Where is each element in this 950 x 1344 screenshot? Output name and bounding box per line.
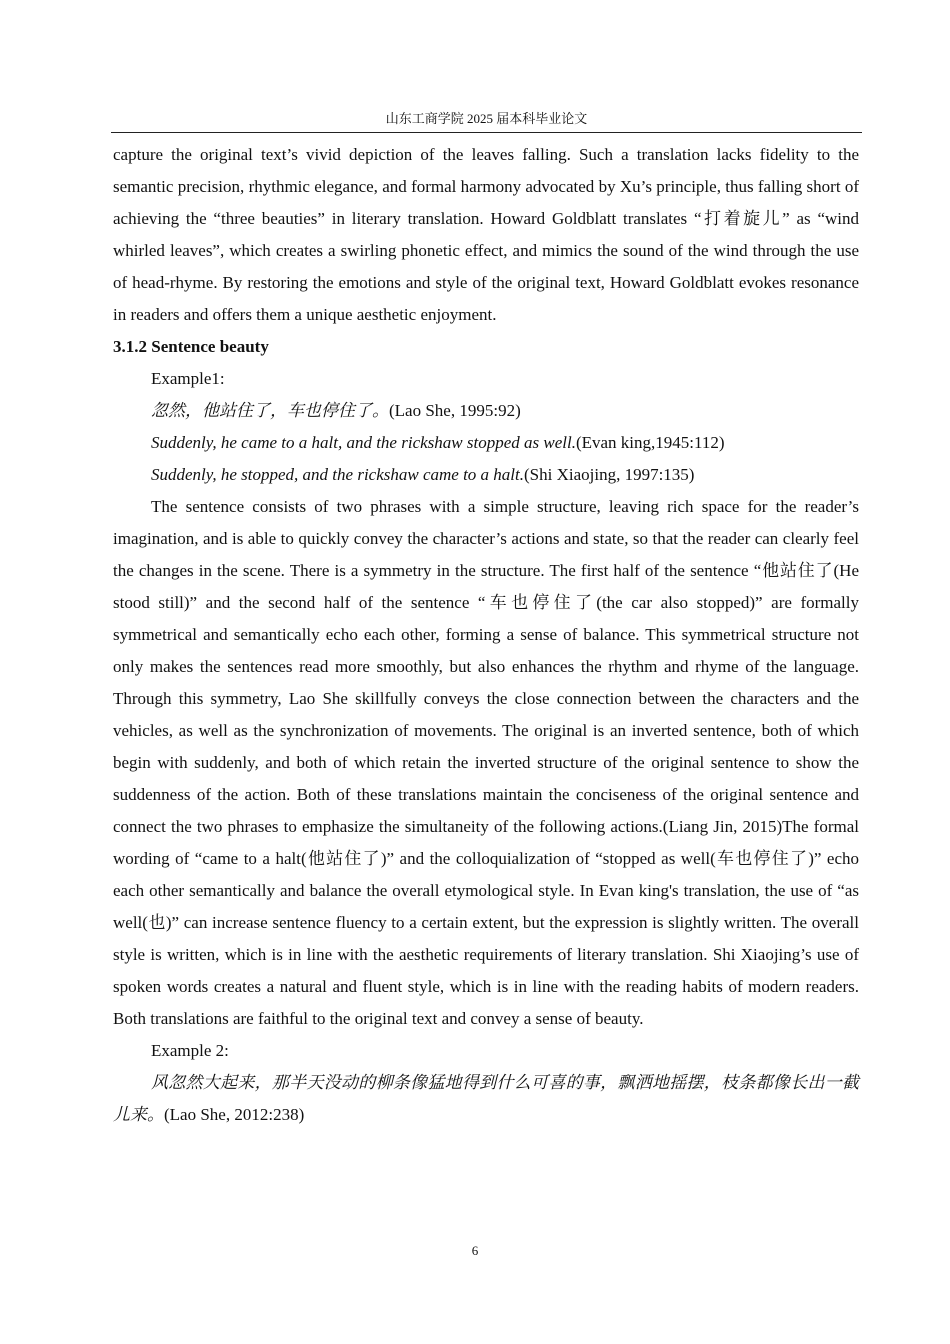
running-header xyxy=(111,108,862,133)
example1-translation-2-text: Suddenly, he stopped, and the rickshaw came to a halt. xyxy=(151,465,524,484)
page-body xyxy=(113,139,859,1131)
example2-source xyxy=(113,1067,859,1131)
example1-label: Example1: xyxy=(151,369,225,388)
example1-translation-1 xyxy=(113,427,859,459)
example1-source xyxy=(113,395,859,427)
example2-label: Example 2: xyxy=(151,1041,229,1060)
example2-source-cite: (Lao She, 2012:238) xyxy=(164,1105,305,1124)
section-heading: 3.1.2 Sentence beauty xyxy=(113,337,269,356)
example1-source-cite: (Lao She, 1995:92) xyxy=(389,401,521,420)
paragraph-continued: capture the original text’s vivid depiction of the leaves falling. Such a translation lacks fidelity to the semantic precision, rhythmic elegance, and formal harmony advocated by Xu’s principle, thus falling short of achieving the “three beauties” in literary translation. Howard Goldblatt translates “打着旋儿” as “wind whirled leaves”, which creates a swirling phonetic effect, and mimics the sound of the wind through the use of head-rhyme. By restoring the emotions and style of the original text, Howard Goldblatt evokes resonance in readers and offers them a unique aesthetic enjoyment. xyxy=(113,145,859,324)
example1-translation-1-cite: (Evan king,1945:112) xyxy=(575,433,725,452)
example2-source-text: 风忽然大起来，那半天没动的柳条像猛地得到什么可喜的事，飘洒地摇摆，枝条都像长出一截儿来。 xyxy=(113,1073,859,1124)
example1-translation-1-text: Suddenly, he came to a halt, and the rickshaw stopped as well. xyxy=(151,433,576,452)
example1-translation-2-cite: (Shi Xiaojing, 1997:135) xyxy=(524,465,695,484)
page-footer xyxy=(0,1241,950,1261)
page-number: 6 xyxy=(471,1243,479,1258)
example1-translation-2 xyxy=(113,459,859,491)
header-title: 山东工商学院 2025 届本科毕业论文 xyxy=(385,111,588,126)
analysis-paragraph: The sentence consists of two phrases with a simple structure, leaving rich space for the reader’s imagination, and is able to quickly convey the character’s actions and state, so that the reader can clearly feel the changes in the scene. There is a symmetry in the structure. The first half of the sentence “他站住了(He stood still)” and the second half of the sentence “车也停住了(the car also stopped)” are formally symmetrical and semantically echo each other, forming a sense of balance. This symmetrical structure not only makes the sentences read more smoothly, but also enhances the rhythm and rhyme of the language. Through this symmetry, Lao She skillfully conveys the close connection between the characters and the vehicles, as well as the synchronization of movements. The original is an inverted sentence, both of which begin with suddenly, and both of which retain the inverted structure of the original sentence to show the suddenness of the action. Both of these translations maintain the conciseness of the original sentence and connect the two phrases to emphasize the simultaneity of the following actions.(Liang Jin, 2015)The formal wording of “came to a halt(他站住了)” and the colloquialization of “stopped as well(车也停住了)” echo each other semantically and balance the overall etymological style. In Evan king's translation, the use of “as well(也)” can increase sentence fluency to a certain extent, but the expression is slightly written. The overall style is written, which is in line with the aesthetic requirements of literary translation. Shi Xiaojing’s use of spoken words creates a natural and fluent style, which is in line with the reading habits of modern readers. Both translations are faithful to the original text and convey a sense of beauty. xyxy=(113,497,859,1028)
example1-source-text: 忽然，他站住了，车也停住了。 xyxy=(151,401,389,420)
